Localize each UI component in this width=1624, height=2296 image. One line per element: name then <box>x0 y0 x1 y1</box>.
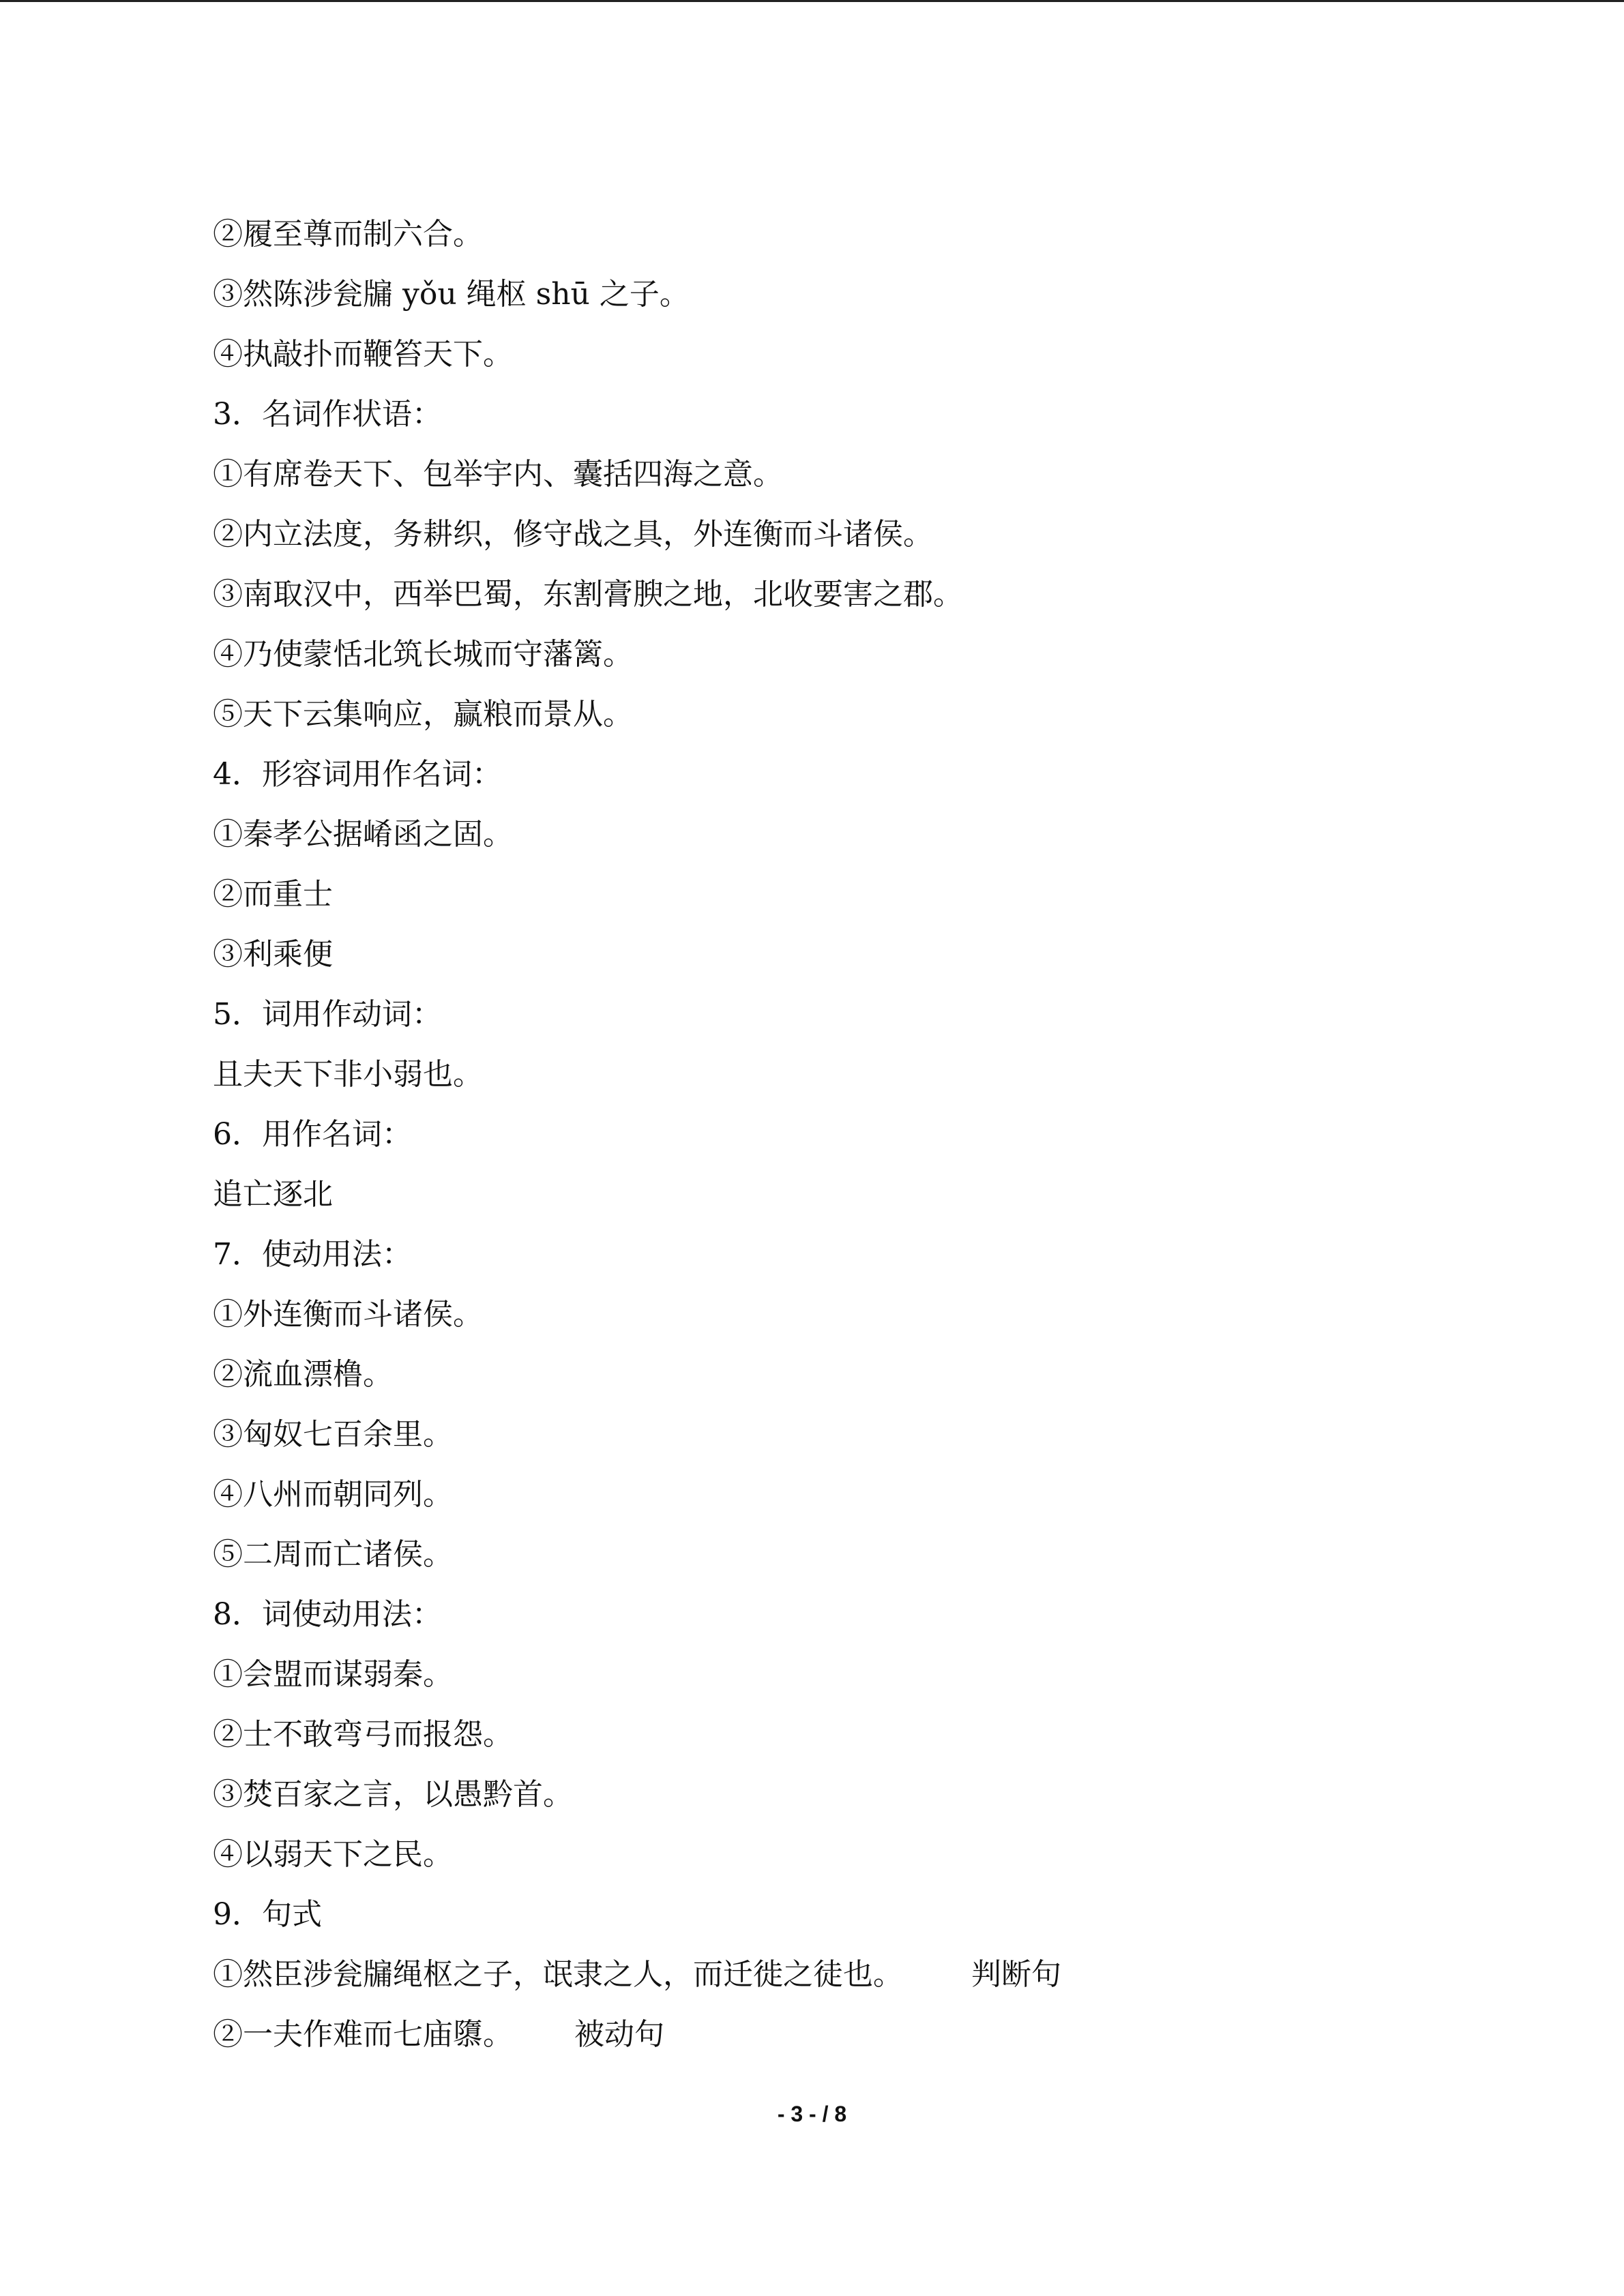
sentence-type-label-passive: 被动句 <box>574 2017 664 2052</box>
text-line: ②流血漂橹。 <box>213 1357 393 1392</box>
page-number: - 3 - / 8 <box>777 2102 847 2126</box>
text-line: ②内立法度，务耕织，修守战之具，外连衡而斗诸侯。 <box>213 517 933 552</box>
text-line: ①外连衡而斗诸侯。 <box>213 1297 483 1332</box>
text-line: ③然陈涉瓮牖 yǒu 绳枢 shū 之子。 <box>213 277 690 312</box>
text-line: 且夫天下非小弱也。 <box>213 1057 483 1092</box>
text-line: ④乃使蒙恬北筑长城而守藩篱。 <box>213 637 633 672</box>
text-line: ②士不敢弯弓而报怨。 <box>213 1717 513 1752</box>
sentence-type-label-judgment: 判断句 <box>971 1957 1061 1992</box>
section-heading: 7．使动用法： <box>213 1237 412 1272</box>
text-line: ③焚百家之言，以愚黔首。 <box>213 1777 573 1812</box>
text-line: ①有席卷天下、包举宇内、囊括四海之意。 <box>213 457 783 492</box>
text-line: ④八州而朝同列。 <box>213 1477 453 1512</box>
section-heading: 4．形容词用作名词： <box>213 757 502 792</box>
text-line: ③利乘便 <box>213 937 333 972</box>
text-line: 追亡逐北 <box>213 1177 333 1212</box>
text-line: ⑤天下云集响应，赢粮而景从。 <box>213 697 633 732</box>
section-heading: 9．句式 <box>213 1897 322 1932</box>
section-heading: 5．词用作动词： <box>213 997 442 1032</box>
text-line: ①会盟而谋弱秦。 <box>213 1657 453 1692</box>
text-line: ④执敲扑而鞭笞天下。 <box>213 337 513 372</box>
sentence-example-line <box>213 2005 1509 2065</box>
section-heading: 6．用作名词： <box>213 1117 412 1152</box>
text-line: ③匈奴七百余里。 <box>213 1417 453 1452</box>
sentence-text: ②一夫作难而七庙隳。 <box>213 2017 513 2052</box>
text-line: ④以弱天下之民。 <box>213 1837 453 1872</box>
document-body <box>213 205 1509 2065</box>
text-line: ③南取汉中，西举巴蜀，东割膏腴之地，北收要害之郡。 <box>213 577 963 612</box>
text-line: ②而重士 <box>213 877 333 912</box>
section-heading: 3．名词作状语： <box>213 397 442 432</box>
section-heading: 8．词使动用法： <box>213 1597 442 1632</box>
top-border-line <box>0 0 1624 2</box>
sentence-example-line <box>213 1945 1509 2005</box>
sentence-text: ①然臣涉瓮牖绳枢之子，氓隶之人，而迁徙之徒也。 <box>213 1957 903 1992</box>
text-line: ⑤二周而亡诸侯。 <box>213 1537 453 1572</box>
text-line: ②履至尊而制六合。 <box>213 217 483 252</box>
text-line: ①秦孝公据崤函之固。 <box>213 817 513 852</box>
